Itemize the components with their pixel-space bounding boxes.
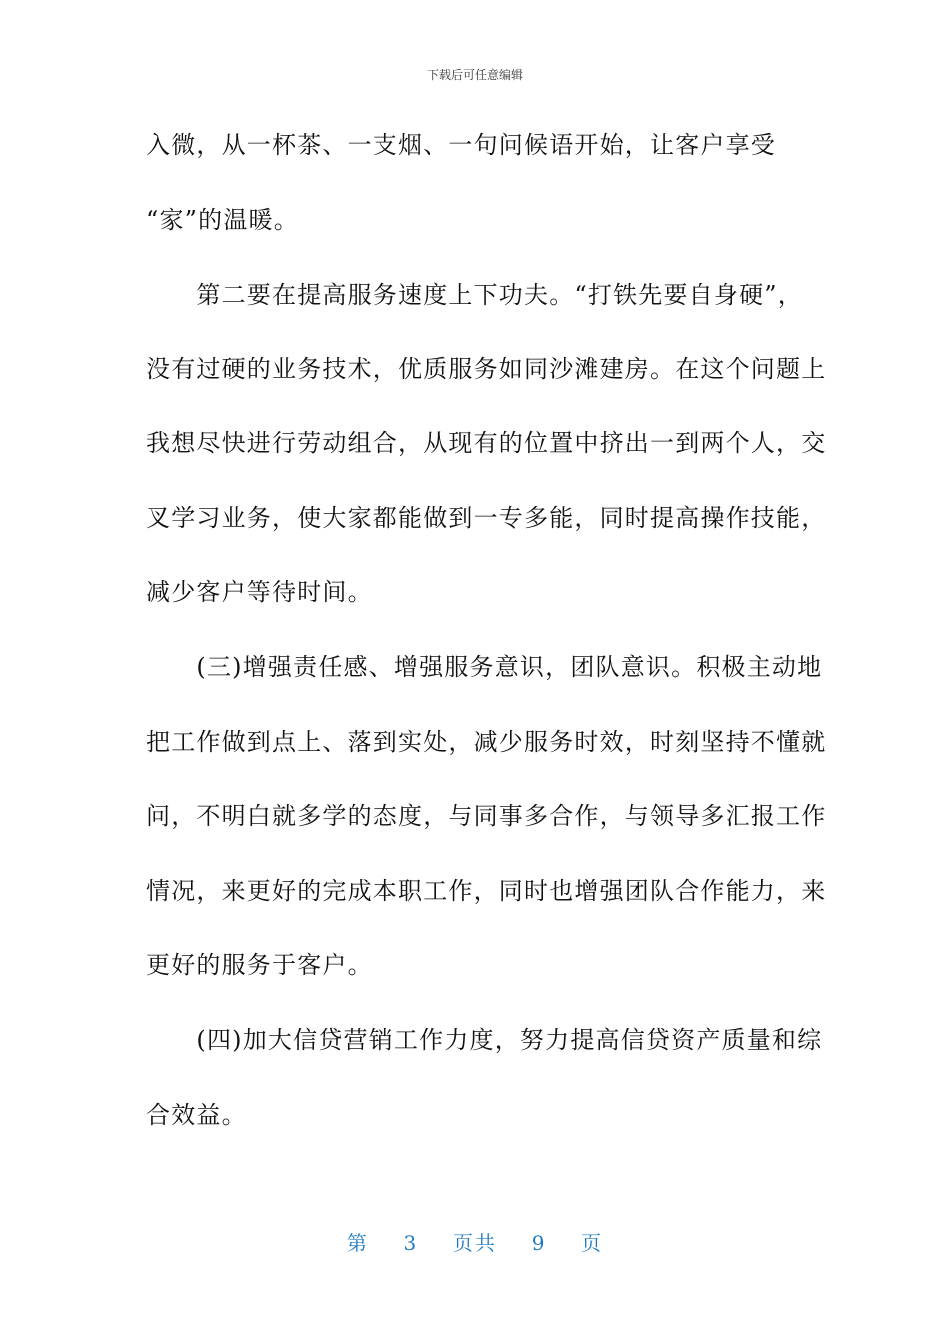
body-line: 合效益。 [146, 1101, 247, 1129]
body-line: 更好的服务于客户。 [146, 951, 373, 979]
page-footer [0, 1227, 950, 1256]
body-line: 我想尽快进行劳动组合，从现有的位置中挤出一到两个人，交 [146, 429, 827, 457]
page-number: 3 [403, 1231, 419, 1255]
body-line: “家”的温暖。 [146, 206, 299, 234]
body-line: 问，不明白就多学的态度，与同事多合作，与领导多汇报工作 [146, 802, 827, 830]
page-suffix: 页 [581, 1231, 604, 1255]
body-line: 减少客户等待时间。 [146, 578, 373, 606]
body-line: 情况，来更好的完成本职工作，同时也增强团队合作能力，来 [146, 877, 827, 905]
page-header-note: 下载后可任意编辑 [426, 68, 523, 82]
body-line: 叉学习业务，使大家都能做到一专多能，同时提高操作技能， [146, 504, 827, 532]
body-line: 第二要在提高服务速度上下功夫。“打铁先要自身硬”， [146, 281, 803, 309]
body-line: 把工作做到点上、落到实处，减少服务时效，时刻坚持不懂就 [146, 728, 827, 756]
total-pages: 9 [531, 1231, 547, 1255]
body-line: (四)加大信贷营销工作力度，努力提高信贷资产质量和综 [146, 1026, 823, 1054]
body-line: 没有过硬的业务技术，优质服务如同沙滩建房。在这个问题上 [146, 355, 827, 383]
body-line: (三)增强责任感、增强服务意识，团队意识。积极主动地 [146, 653, 823, 681]
body-line: 入微，从一杯茶、一支烟、一句问候语开始，让客户享受 [146, 131, 776, 159]
page-mid: 页共 [453, 1231, 497, 1255]
page-prefix: 第 [346, 1231, 369, 1255]
